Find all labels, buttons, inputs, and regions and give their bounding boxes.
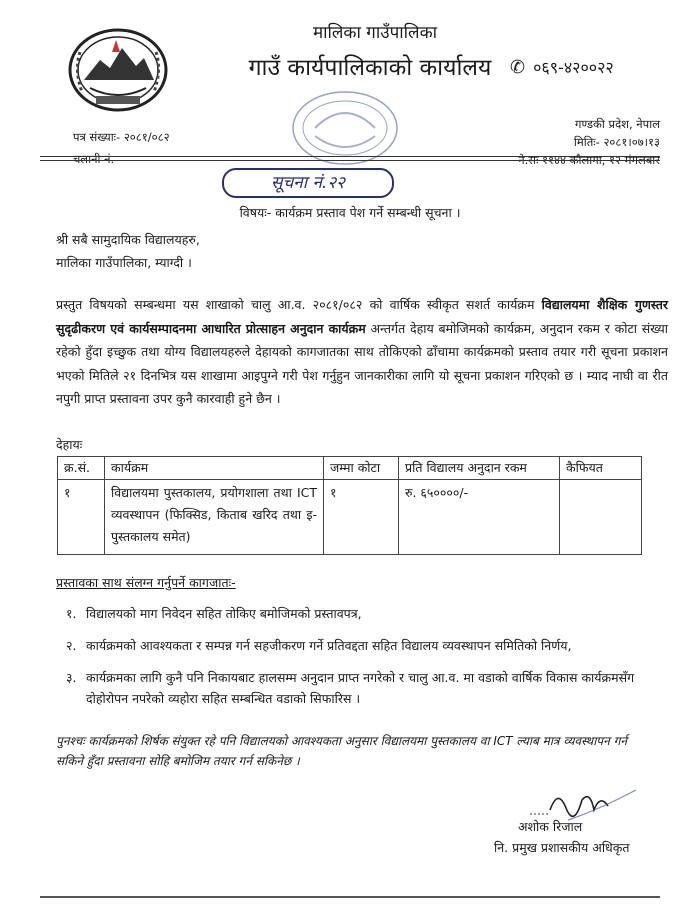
table-header-row xyxy=(58,457,642,480)
cell-quota: १ xyxy=(324,480,399,555)
ns-date: ने.सः ११४४ कौलागा, १२ मंगलबार xyxy=(518,153,660,167)
office-title: गाउँ कार्यपालिकाको कार्यालय xyxy=(248,55,492,81)
list-item-number: २. xyxy=(66,638,77,653)
header-program: कार्यक्रम xyxy=(105,457,324,480)
office-name: मालिका गाउँपालिका xyxy=(312,23,438,43)
addressee-line-2: मालिका गाउँपालिका, म्याग्दी । xyxy=(56,255,192,270)
header-amount: प्रति विद्यालय अनुदान रकम xyxy=(399,457,560,480)
dehay-label: देहायः xyxy=(56,437,83,452)
attachments-title: प्रस्तावका साथ संलग्न गर्नुपर्ने कागजातः- xyxy=(56,575,236,590)
list-item xyxy=(56,603,656,624)
header-quota: जम्मा कोटा xyxy=(324,457,399,480)
addressee-line-1: श्री सबै सामुदायिक विद्यालयहरु, xyxy=(56,232,200,247)
body-part-1: प्रस्तुत विषयको सम्बन्धमा यस शाखाको चालु आ.व. २०८१/०८२ को वार्षिक स्वीकृत सशर्त कार्यक्रम xyxy=(56,297,542,312)
cell-program: विद्यालयमा पुस्तकालय, प्रयोगशाला तथा ICT व्यवस्थापन (फिक्सिड, किताब खरिद तथा इ-पुस्तकालय समेत) xyxy=(105,480,324,555)
header-remarks: कैफियत xyxy=(560,457,642,480)
nepal-emblem-logo xyxy=(66,22,170,114)
program-name: विद्यालयमा शैक्षिक गुणस्तर सुदृढीकरण एवं कार्यसम्पादनमा आधारित प्रोत्साहन अनुदान कार्यक्रम xyxy=(56,297,668,336)
reference-left xyxy=(73,126,170,170)
chalani-number: चलानी नं. xyxy=(73,152,115,166)
list-item-text: कार्यक्रमको आवश्यकता र सम्पन्न गर्न सहजीकरण गर्ने प्रतिवद्दता सहित विद्यालय व्यवस्थापन समितिको निर्णय, xyxy=(86,638,572,653)
program-table xyxy=(57,456,642,555)
cell-remarks xyxy=(560,480,642,555)
notice-number: सूचना नं.२२ xyxy=(222,168,394,198)
footer-divider xyxy=(40,896,660,898)
phone-number xyxy=(510,56,614,78)
signatory-name: अशोक रिजाल xyxy=(518,819,583,834)
body-paragraph xyxy=(56,293,668,411)
cell-sn: १ xyxy=(58,480,105,555)
header-divider xyxy=(40,156,660,157)
header-divider-2 xyxy=(40,160,660,161)
patra-sankhya: पत्र संख्याः- २०८१/०८२ xyxy=(73,130,170,144)
cell-amount: रु. ६५००००/- xyxy=(399,480,560,555)
province: गण्डकी प्रदेश, नेपाल xyxy=(574,117,660,131)
body-part-2: अन्तर्गत देहाय बमोजिमको कार्यक्रम, अनुदान रकम र कोटा संख्या रहेको हुँदा इच्छुक तथा योग्य विद्यालयहरुले देहायको कागजातका साथ तोकिएको ढाँचामा कार्यक्रमको प्रस्ताव तयार गरी सूचना प्रकाशन भएको मितिले २१ दिनभित्र यस शाखामा आइपुग्ने गरी पेश गर्नुहुन जानकारीका लागि यो सूचना प्रकाशन गरिएको छ । म्याद नाघी वा रीत नपुगी प्राप्त प्रस्तावना उपर कुनै कारवाही हुने छैन । xyxy=(56,320,669,406)
postscript-note: पुनश्चः कार्यक्रमको शिर्षक संयुक्त रहे पनि विद्यालयको आवश्यकता अनुसार विद्यालयमा पुस्तकालय वा ICT ल्याब मात्र व्यवस्थापन गर्न सकिने हुँदा प्रस्तावना सोहि बमोजिम तयार गर्न सकिनेछ । xyxy=(56,734,628,768)
letter-date: मितिः- २०८१।०७।१३ xyxy=(573,135,660,149)
list-item-text: कार्यक्रमका लागि कुनै पनि निकायबाट हालसम्म अनुदान प्राप्त नगरेको र चालु आ.व. मा वडाको वार्षिक विकास कार्यक्रमसँग दोहोरोपन नपरेको व्यहोरा सहित सम्बन्धित वडाको सिफारिस । xyxy=(86,670,635,706)
list-item xyxy=(56,667,656,709)
addressee xyxy=(56,228,200,274)
attachments-list xyxy=(56,603,656,720)
subject-line: विषयः- कार्यक्रम प्रस्ताव पेश गर्ने सम्बन्धी सूचना । xyxy=(239,205,461,220)
table-row xyxy=(58,480,642,555)
signatory-title: नि. प्रमुख प्रशासकीय अधिकृत xyxy=(494,840,630,855)
list-item-number: १. xyxy=(66,606,77,621)
phone-icon: ✆ xyxy=(510,57,526,78)
phone-text: ०६९-४२००२२ xyxy=(533,58,614,77)
list-item xyxy=(56,635,656,656)
list-item-number: ३. xyxy=(66,670,77,685)
header-sn: क्र.सं. xyxy=(58,457,105,480)
list-item-text: विद्यालयको माग निवेदन सहित तोकिए बमोजिमको प्रस्तावपत्र, xyxy=(86,606,362,621)
